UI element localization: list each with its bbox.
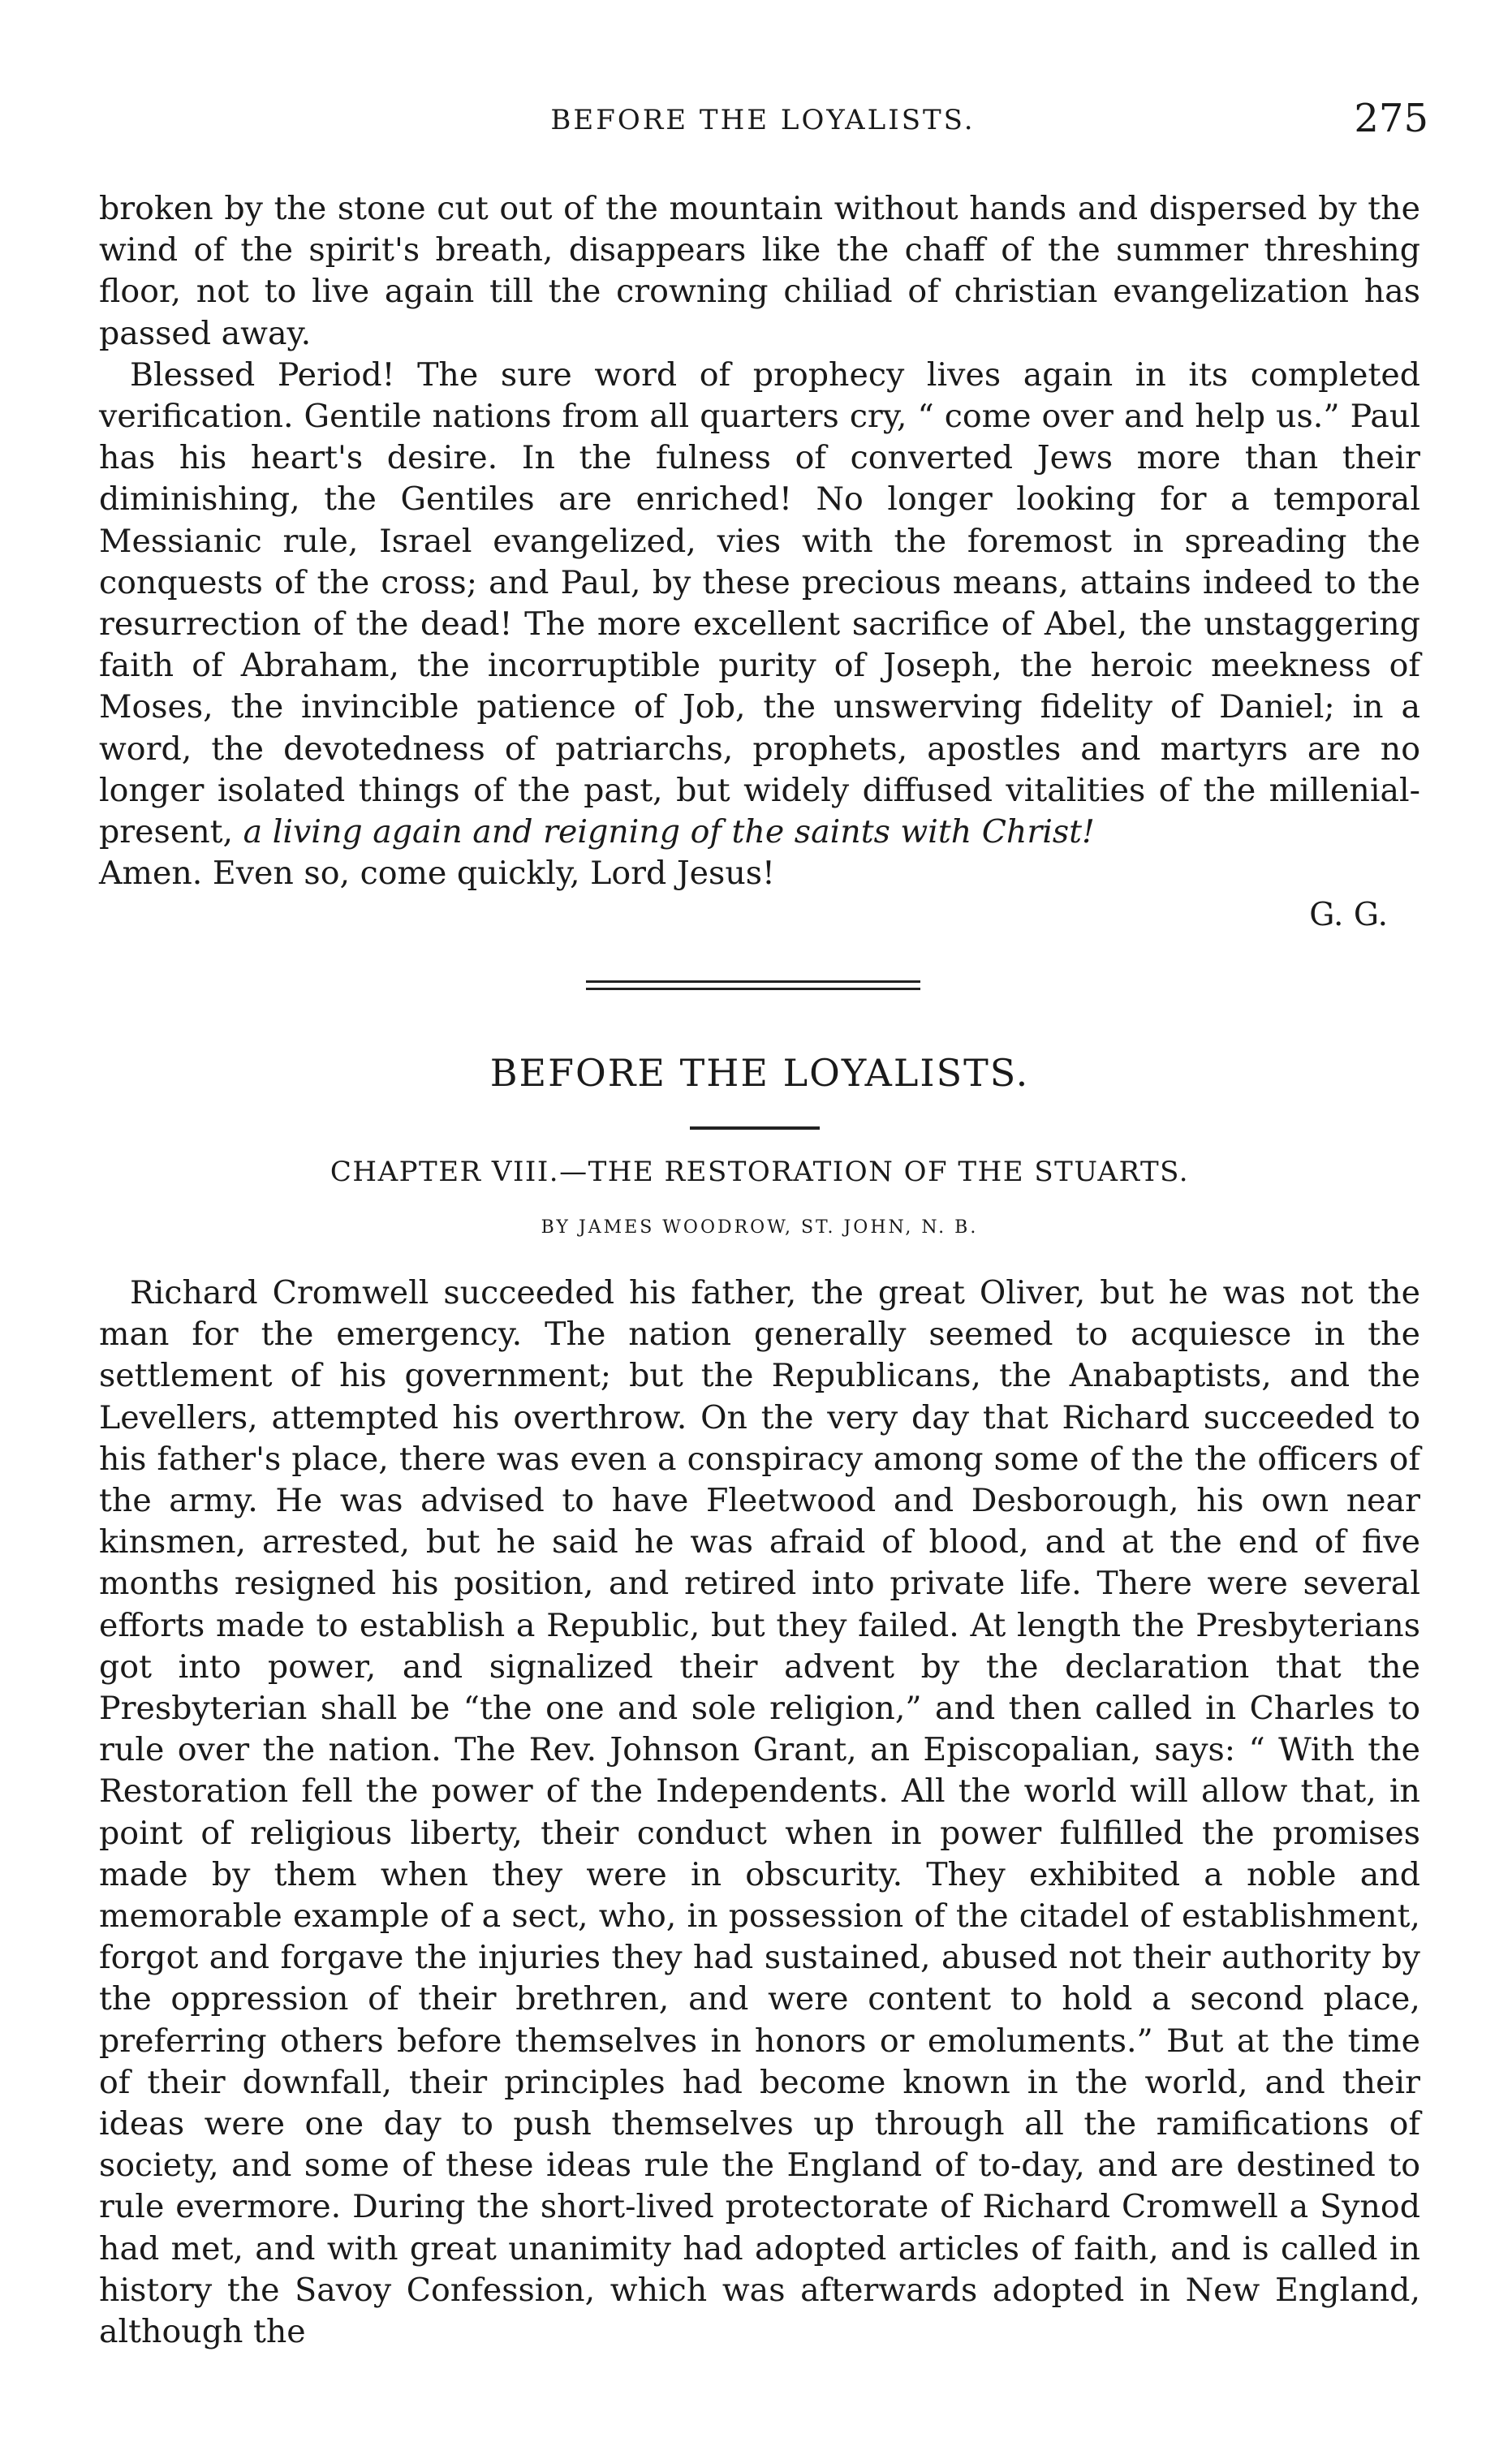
paragraph-richard-cromwell: Richard Cromwell succeeded his father, the great Oliver, but he was not the man for the emergency. The nation generally seemed to acquiesce in the settlement of his government; but the Republicans, the Anabaptists, and the Levellers, attempted his overthrow. On the very day that Richard succeeded to his father's place, there was even a conspiracy among some of the the officers of the army. He was advised to have Fleetwood and Desborough, his own near kinsmen, arrested, but he said he was afraid of blood, and at the end of five months resigned his position, and retired into private life. There were several efforts made to establish a Republic, but they failed. At length the Presbyterians got into power, and signalized their advent by the declaration that the Presbyterian shall be “the one and sole religion,” and then called in Charles to rule over the nation. The Rev. Johnson Grant, an Episcopalian, says: “ With the Restoration fell the power of the Independents. All the world will allow that, in point of religious liberty, their conduct when in power fulfilled the promises made by them when they were in obscurity. They exhibited a noble and memorable example of a sect, who, in possession of the citadel of establishment, forgot and forgave the injuries they had sustained, abused not their authority by the oppression of their brethren, and were content to hold a second place, preferring others before themselves in honors or emoluments.” But at the time of their downfall, their principles had become known in the world, and their ideas were one day to push themselves up through all the ramifications of society, and some of these ideas rule the England of to-day, and are destined to rule evermore. During the short-lived protectorate of Richard Cromwell a Synod had met, and with great unanimity had adopted articles of faith, and is called in history the Savoy Confession, which was afterwards adopted in New England, although the	[99, 1274, 1420, 2351]
chapter-heading: CHAPTER VIII.—THE RESTORATION OF THE STUARTS.	[330, 1156, 1190, 1188]
paragraph-continuation: broken by the stone cut out of the mountain without hands and dispersed by the wind of the spirit's breath, disappears like the chaff of the summer threshing floor, not to live again till the crowning chiliad of christian evangelization has passed away.	[99, 190, 1420, 352]
closing-line: Amen. Even so, come quickly, Lord Jesus!	[99, 855, 775, 893]
running-head	[97, 96, 1428, 144]
page-number: 275	[1354, 96, 1428, 141]
article-text	[99, 1273, 1420, 2353]
previous-article-text	[99, 188, 1420, 936]
byline: BY JAMES WOODROW, ST. JOHN, N. B.	[541, 1217, 979, 1238]
paragraph-blessed-period	[99, 355, 1420, 895]
running-title: BEFORE THE LOYALISTS.	[550, 104, 976, 136]
italic-phrase: a living again and reigning of the saints with Christ!	[243, 813, 1095, 851]
signature: G. G.	[1309, 897, 1388, 934]
article-title: BEFORE THE LOYALISTS.	[489, 1051, 1030, 1095]
short-divider	[690, 1126, 820, 1130]
paragraph-blessed-period-text: Blessed Period! The sure word of prophecy lives again in its completed verification. Gentile nations from all quarters cry, “ come over and help us.” Paul has his heart's desire. In the fulness of converted Jews more than their diminishing, the Gentiles are enriched! No longer looking for a temporal Messianic rule, Israel evangelized, vies with the foremost in spreading the conquests of the cross; and Paul, by these precious means, attains indeed to the resurrection of the dead! The more excellent sacrifice of Abel, the unstaggering faith of Abraham, the incorruptible purity of Joseph, the heroic meekness of Moses, the invincible patience of Job, the unswerving fidelity of Daniel; in a word, the devotedness of patriarchs, prophets, apostles and martyrs are no longer isolated things of the past, but widely diffused vitalities of the millenial-present,	[99, 355, 1420, 851]
double-divider	[586, 980, 920, 990]
